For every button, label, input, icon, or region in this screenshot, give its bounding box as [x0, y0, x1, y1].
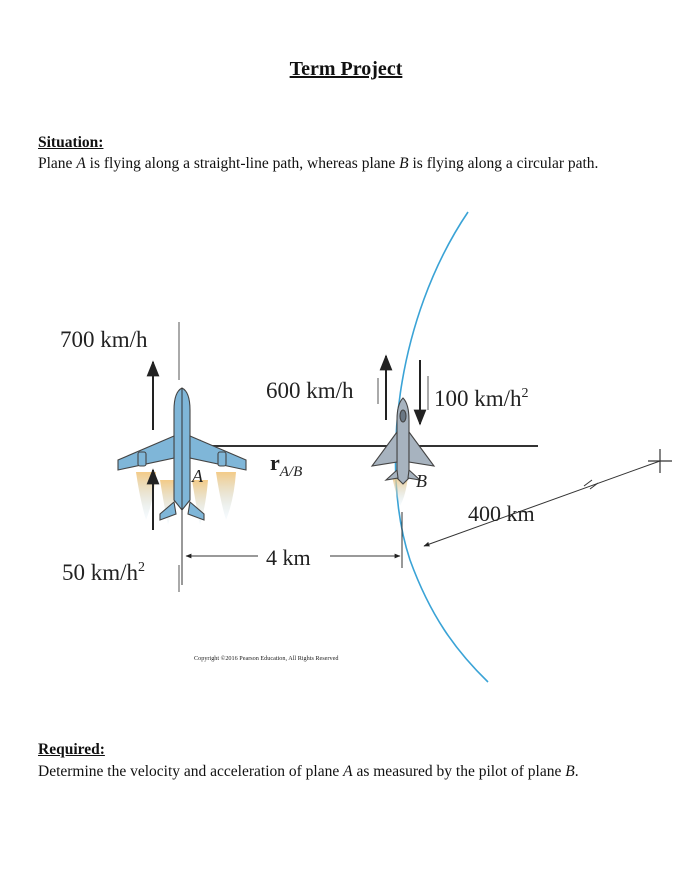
- situation-text: Plane A is flying along a straight-line path, whereas plane B is flying along a circular path.: [38, 155, 599, 172]
- relative-position-label: $r_{A/B}$: [270, 450, 303, 480]
- speed-b-label: 600 km/h: [266, 378, 354, 403]
- accel-b-label: 100 $km/h^2$: [434, 386, 529, 411]
- distance-label: 4 km: [266, 545, 311, 570]
- radius-line: [424, 461, 660, 546]
- plane-b-label: B: [416, 471, 427, 491]
- required-heading: Required:: [38, 741, 105, 758]
- required-text: Determine the velocity and acceleration of plane A as measured by the pilot of plane B.: [38, 763, 579, 780]
- page-title: Term Project: [289, 58, 403, 80]
- accel-a-label: 50 $km/h^2$: [62, 560, 146, 585]
- copyright-text: Copyright ©2016 Pearson Education, All Rights Reserved: [194, 655, 339, 662]
- situation-heading: Situation:: [38, 134, 104, 151]
- radius-break-1: [584, 480, 592, 486]
- plane-a-label: A: [192, 466, 203, 486]
- speed-a-label: 700 km/h: [60, 327, 148, 352]
- radius-label: 400 km: [468, 501, 535, 526]
